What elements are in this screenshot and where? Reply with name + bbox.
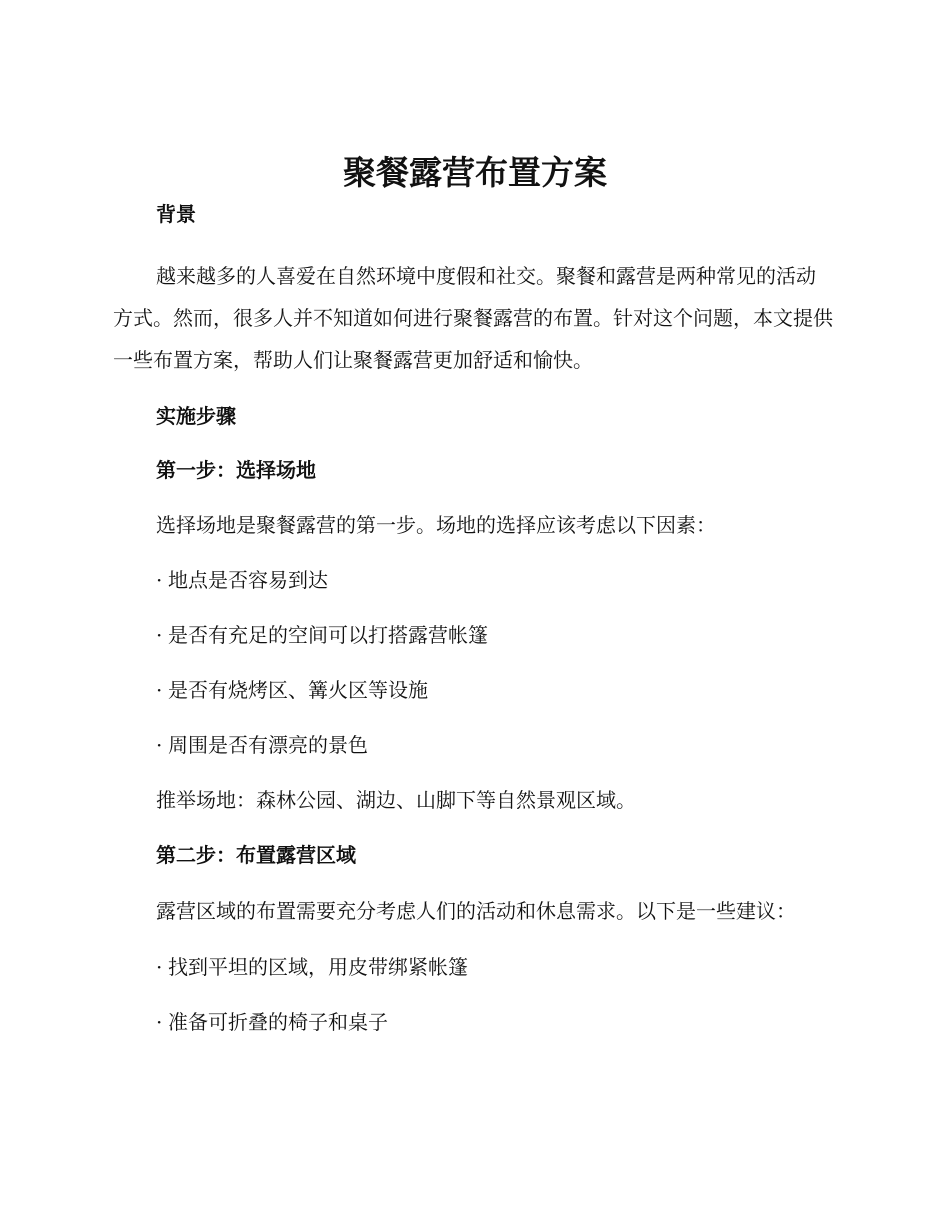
step2-bullet-list <box>113 952 833 1037</box>
bullet-dot: · <box>156 955 163 979</box>
bullet-dot: · <box>156 568 163 592</box>
list-item-text: 地点是否容易到达 <box>168 568 328 592</box>
list-item <box>113 675 833 705</box>
list-item-text: 准备可折叠的椅子和桌子 <box>168 1010 388 1034</box>
step1-heading: 第一步：选择场地 <box>156 458 316 482</box>
document-body <box>113 199 833 1062</box>
document-title: 聚餐露营布置方案 <box>343 153 607 192</box>
background-heading: 背景 <box>156 202 196 226</box>
step2-heading: 第二步：布置露营区域 <box>156 843 356 867</box>
bullet-dot: · <box>156 678 163 702</box>
list-item <box>113 565 833 595</box>
background-paragraph: 越来越多的人喜爱在自然环境中度假和社交。聚餐和露营是两种常见的活动方式。然而，很多人并不知道如何进行聚餐露营的布置。针对这个问题，本文提供一些布置方案，帮助人们让聚餐露营更加舒适和愉快。 <box>113 264 833 372</box>
list-item <box>113 730 833 760</box>
steps-heading: 实施步骤 <box>156 404 236 428</box>
list-item <box>113 620 833 650</box>
list-item-text: 是否有烧烤区、篝火区等设施 <box>168 678 428 702</box>
list-item-text: 是否有充足的空间可以打搭露营帐篷 <box>168 623 488 647</box>
bullet-dot: · <box>156 623 163 647</box>
list-item-text: 周围是否有漂亮的景色 <box>168 733 368 757</box>
bullet-dot: · <box>156 1010 163 1034</box>
step1-bullet-list <box>113 565 833 760</box>
step1-recommendation: 推举场地：森林公园、湖边、山脚下等自然景观区域。 <box>156 788 636 812</box>
step1-intro: 选择场地是聚餐露营的第一步。场地的选择应该考虑以下因素： <box>156 513 716 537</box>
list-item <box>113 1007 833 1037</box>
list-item <box>113 952 833 982</box>
bullet-dot: · <box>156 733 163 757</box>
step2-intro: 露营区域的布置需要充分考虑人们的活动和休息需求。以下是一些建议： <box>156 899 796 923</box>
list-item-text: 找到平坦的区域，用皮带绑紧帐篷 <box>168 955 468 979</box>
